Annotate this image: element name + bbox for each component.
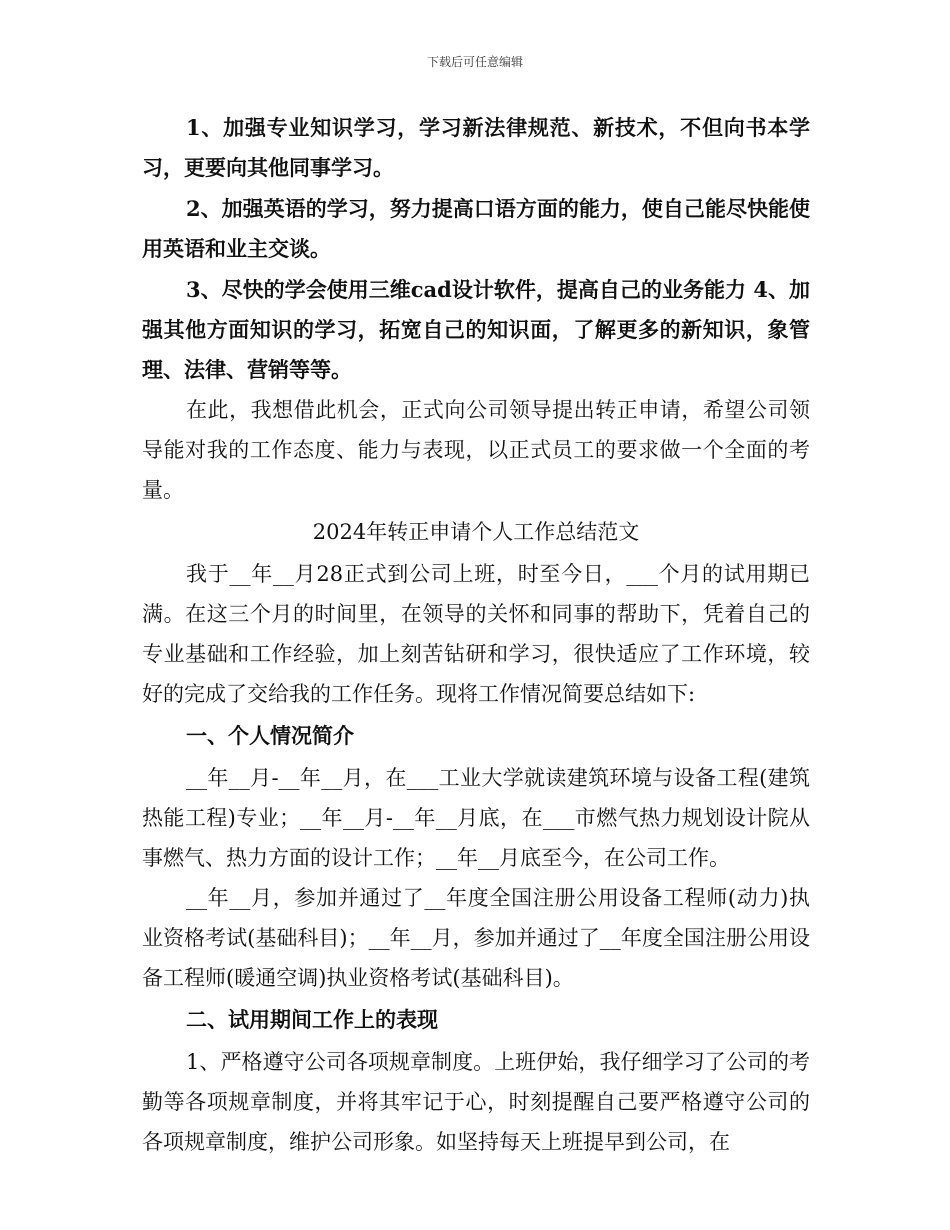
section1-heading: 一、个人情况简介 (186, 723, 354, 748)
bold-item-1: 1、加强专业知识学习，学习新法律规范、新技术，不但向书本学习，更要向其他同事学习。 (142, 115, 810, 180)
bold-item-3: 3、尽快的学会使用三维cad设计软件，提高自己的业务能力 4、加强其他方面知识的学习，拓宽自己的知识面，了解更多的新知识，象管理、法律、营销等等。 (142, 277, 810, 382)
section1-paragraph-1: __年__月-__年__月，在___工业大学就读建筑环境与设备工程(建筑热能工程)专业；__年__月-__年__月底，在___市燃气热力规划设计院从事燃气、热力方面的设计工作；__年__月底至今，在公司工作。 (142, 766, 810, 870)
intro-paragraph: 我于__年__月28正式到公司上班，时至今日，___个月的试用期已满。在这三个月的时间里，在领导的关怀和同事的帮助下，凭着自己的专业基础和工作经验，加上刻苦钻研和学习，很快适应了工作环境，较好的完成了交给我的工作任务。现将工作情况简要总结如下: (142, 562, 810, 706)
page-header-note: 下载后可任意编辑 (426, 55, 523, 69)
document-body (142, 108, 810, 1162)
section1-paragraph-2: __年__月，参加并通过了__年度全国注册公用设备工程师(动力)执业资格考试(基础科目)；__年__月，参加并通过了__年度全国注册公用设备工程师(暖通空调)执业资格考试(基础科目)。 (142, 886, 810, 990)
section2-heading: 二、试用期间工作上的表现 (186, 1007, 438, 1032)
closing-paragraph: 在此，我想借此机会，正式向公司领导提出转正申请，希望公司领导能对我的工作态度、能力与表现，以正式员工的要求做一个全面的考量。 (142, 398, 810, 502)
section2-paragraph-1: 1、严格遵守公司各项规章制度。上班伊始，我仔细学习了公司的考勤等各项规章制度，并将其牢记于心，时刻提醒自己要严格遵守公司的各项规章制度，维护公司形象。如坚持每天上班提早到公司，在 (142, 1050, 810, 1154)
document-title: 2024年转正申请个人工作总结范文 (312, 520, 640, 544)
bold-item-2: 2、加强英语的学习，努力提高口语方面的能力，使自己能尽快能使用英语和业主交谈。 (142, 196, 810, 261)
